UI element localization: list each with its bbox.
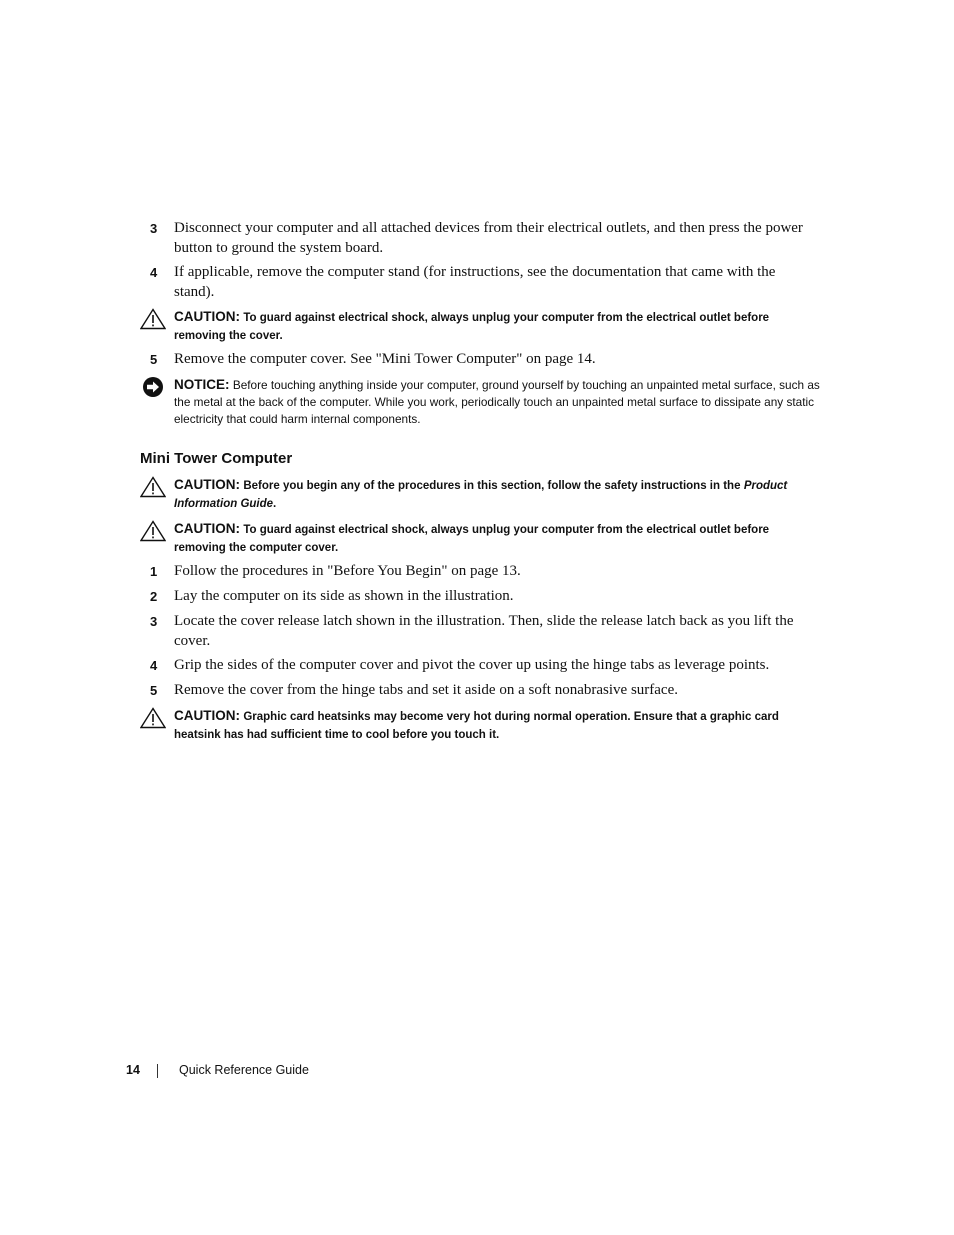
document-reference: Product Information Guide bbox=[174, 480, 788, 510]
step-text: If applicable, remove the computer stand (for instructions, see the documentation that came with the stand). bbox=[174, 264, 776, 300]
notice-text bbox=[174, 376, 820, 428]
caution-triangle-icon bbox=[140, 520, 166, 542]
caution-text bbox=[174, 707, 820, 744]
caution-triangle-icon bbox=[140, 476, 166, 498]
notice-label: NOTICE: bbox=[174, 377, 230, 392]
step-number: 5 bbox=[150, 352, 158, 367]
step-text: Lay the computer on its side as shown in the illustration. bbox=[174, 588, 514, 604]
caution-triangle-icon bbox=[140, 707, 166, 729]
step-text: Disconnect your computer and all attached devices from their electrical outlets, and then press the power button to ground the system board. bbox=[174, 220, 803, 256]
step-number: 4 bbox=[150, 658, 158, 673]
caution-message: Graphic card heatsinks may become very hot during normal operation. Ensure that a graphic card heatsink has had sufficient time to cool before you touch it. bbox=[174, 711, 779, 741]
caution-message: To guard against electrical shock, always unplug your computer from the electrical outlet before removing the cover. bbox=[174, 312, 770, 342]
step-text: Grip the sides of the computer cover and pivot the cover up using the hinge tabs as leverage points. bbox=[174, 657, 770, 673]
footer-separator bbox=[157, 1064, 158, 1078]
step-text: Remove the computer cover. See "Mini Tower Computer" on page 14. bbox=[174, 351, 596, 367]
caution-label: CAUTION: bbox=[174, 521, 240, 536]
section-heading: Mini Tower Computer bbox=[140, 450, 293, 467]
caution-label: CAUTION: bbox=[174, 309, 240, 324]
caution-triangle-icon bbox=[140, 308, 166, 330]
footer-title: Quick Reference Guide bbox=[179, 1063, 309, 1077]
step-number: 3 bbox=[150, 614, 158, 629]
caution-text bbox=[174, 476, 820, 513]
caution-label: CAUTION: bbox=[174, 708, 240, 723]
caution-end: . bbox=[273, 498, 277, 510]
notice-arrow-icon bbox=[140, 376, 166, 398]
page-number: 14 bbox=[126, 1063, 140, 1077]
step-number: 4 bbox=[150, 265, 158, 280]
step-number: 5 bbox=[150, 683, 158, 698]
caution-text bbox=[174, 520, 820, 557]
caution-message: Before you begin any of the procedures in this section, follow the safety instructions in the bbox=[243, 480, 741, 492]
caution-message: To guard against electrical shock, always unplug your computer from the electrical outlet before removing the computer cover. bbox=[174, 524, 770, 554]
step-number: 1 bbox=[150, 564, 158, 579]
notice-message: Before touching anything inside your computer, ground yourself by touching an unpainted metal surface, such as the metal at the back of the computer. While you work, periodically touch an unpainted metal surface to dissipate any static electricity that could harm internal components. bbox=[174, 378, 820, 426]
step-text: Remove the cover from the hinge tabs and set it aside on a soft nonabrasive surface. bbox=[174, 682, 679, 698]
step-number: 3 bbox=[150, 221, 158, 236]
caution-label: CAUTION: bbox=[174, 477, 240, 492]
caution-text bbox=[174, 308, 820, 345]
step-text: Follow the procedures in "Before You Begin" on page 13. bbox=[174, 563, 521, 579]
step-number: 2 bbox=[150, 589, 158, 604]
step-text: Locate the cover release latch shown in the illustration. Then, slide the release latch back as you lift the cover. bbox=[174, 613, 794, 649]
